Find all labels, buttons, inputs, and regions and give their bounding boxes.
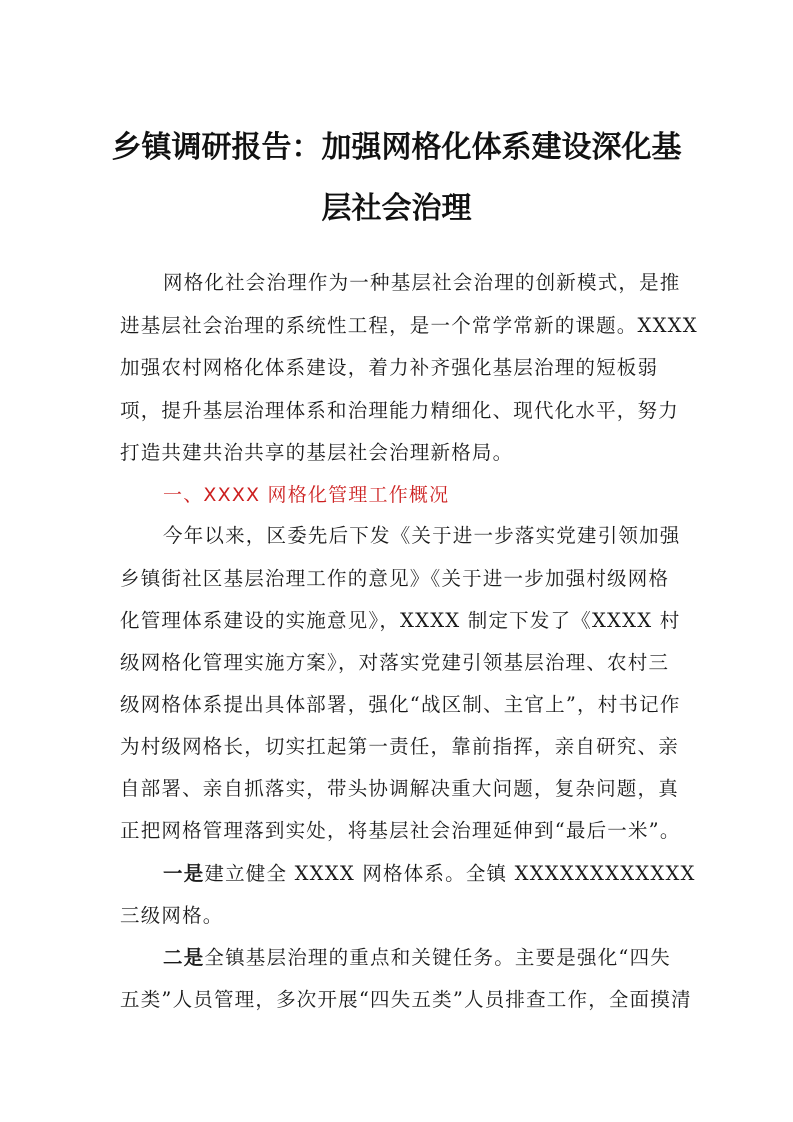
paragraph-2-line: 今年以来，区委先后下发《关于进一步落实党建引领加强 bbox=[163, 524, 681, 547]
paragraph-1-line: 网格化社会治理作为一种基层社会治理的创新模式，是推 bbox=[163, 271, 681, 294]
paragraph-1-line: 加强农村网格化体系建设，着力补齐强化基层治理的短板弱 bbox=[120, 356, 659, 379]
paragraph-2-line: 级网格体系提出具体部署，强化“战区制、主官上”，村书记作 bbox=[120, 693, 681, 716]
item-1-line-1 bbox=[163, 859, 723, 889]
paragraph-2-line: 化管理体系建设的实施意见》，XXXX 制定下发了《XXXX 村 bbox=[120, 609, 681, 632]
item-2-lead: 二是 bbox=[163, 946, 205, 969]
paragraph-1-line: 进基层社会治理的系统性工程，是一个常学常新的课题。XXXX bbox=[120, 314, 698, 337]
section-1-heading: 一、XXXX 网格化管理工作概况 bbox=[163, 484, 450, 506]
document-title-line-2: 层社会治理 bbox=[321, 191, 472, 226]
paragraph-1-line: 项，提升基层治理体系和治理能力精细化、现代化水平，努力 bbox=[120, 399, 679, 422]
document-title-line-1: 乡镇调研报告：加强网格化体系建设深化基 bbox=[111, 130, 682, 165]
paragraph-2-line: 自部署、亲自抓落实，带头协调解决重大问题，复杂问题，真 bbox=[120, 777, 679, 800]
item-2-text: 全镇基层治理的重点和关键任务。主要是强化“四失 bbox=[204, 946, 671, 969]
paragraph-2-line: 为村级网格长，切实扛起第一责任，靠前指挥，亲自研究、亲 bbox=[120, 735, 679, 758]
item-2-line-2: 五类”人员管理，多次开展“四失五类”人员排查工作，全面摸清 bbox=[120, 988, 692, 1011]
item-2-line-1 bbox=[163, 943, 723, 973]
paragraph-1-line: 打造共建共治共享的基层社会治理新格局。 bbox=[120, 441, 514, 464]
item-1-lead: 一是 bbox=[163, 862, 205, 885]
item-1-line-2: 三级网格。 bbox=[120, 904, 224, 927]
paragraph-2-line: 正把网格管理落到实处，将基层社会治理延伸到“最后一米”。 bbox=[120, 819, 681, 842]
paragraph-2-line: 乡镇街社区基层治理工作的意见》《关于进一步加强村级网格 bbox=[120, 567, 670, 590]
paragraph-2-line: 级网格化管理实施方案》，对落实党建引领基层治理、农村三 bbox=[120, 651, 670, 674]
item-1-text: 建立健全 XXXX 网格体系。全镇 XXXXXXXXXXXX bbox=[204, 862, 696, 885]
